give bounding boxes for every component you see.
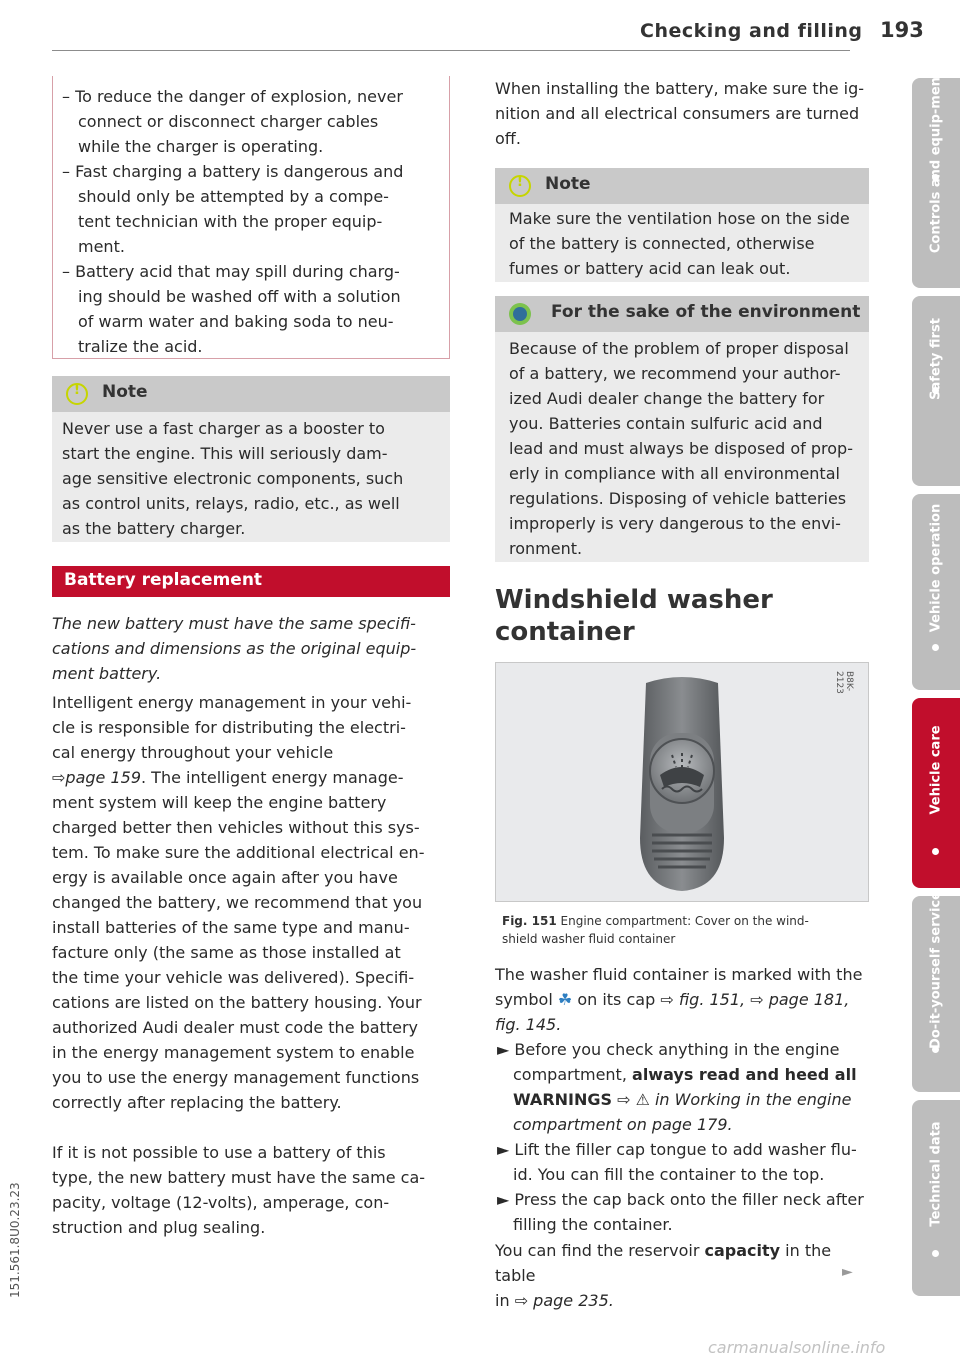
washer-steps: ► Before you check anything in the engine compartment, always read and heed all WARNINGS ⇨ ⚠ in Working in the engine compartment on page 179. ► Lift the filler cap tongue to add washer flu- id. You can fill the container to the top. ► Press the cap back onto the filler neck after filling the container. xyxy=(497,1040,864,1234)
figure-ref-link[interactable]: fig. 145. xyxy=(495,1015,562,1034)
side-document-code: 151.561.8U0.23.23 xyxy=(8,1182,22,1298)
install-paragraph: When installing the battery, make sure the ig- nition and all electrical consumers are turned off. xyxy=(495,79,865,148)
figure-caption: Fig. 151 Engine compartment: Cover on the wind- shield washer fluid container xyxy=(502,914,809,946)
washer-cap-illustration xyxy=(496,663,868,901)
caution-circle-icon: ! xyxy=(509,175,531,197)
note-body xyxy=(495,204,869,282)
warning-line: should only be attempted by a compe- xyxy=(78,187,389,206)
note-text: Never use a fast charger as a booster to start the engine. This will seriously dam- age sensitive electronic components, such as control units, relays, radio, etc., as well as the battery charger. xyxy=(62,419,404,538)
tab-safety-first[interactable]: Safety first xyxy=(912,296,960,486)
battery-paragraph-1: Intelligent energy management in your vehi- cle is responsible for distributing the electri- cal energy throughout your vehicle ⇨page 159. The intelligent energy manage- ment system will keep the engine battery charged better then vehicles without this sys- tem. To make sure the additional electrical en- ergy is available once again after you have changed the battery, we recommend that you install batteries of the same type and manu- facture only (the same as those installed at the time your vehicle was delivered). Specifi- cations are listed on the battery housing. Your authorized Audi dealer must code the battery in the energy management system to enable you to use the energy management functions correctly after replacing the battery. xyxy=(52,693,425,1112)
figure-code: B8K-2123 xyxy=(834,671,854,694)
header-title: Checking and filling xyxy=(640,20,863,42)
warning-line: – Fast charging a battery is dangerous and xyxy=(62,162,404,181)
page-ref-link[interactable]: ⇨ page 181, xyxy=(750,990,850,1009)
caution-circle-icon: ! xyxy=(66,383,88,405)
continue-arrow-icon: ► xyxy=(842,1264,853,1280)
page-number: 193 xyxy=(880,18,924,42)
tab-vehicle-operation[interactable]: Vehicle operation xyxy=(912,494,960,690)
warning-line: ing should be washed off with a solution xyxy=(78,287,401,306)
washer-symbol-icon: ☘ xyxy=(557,990,573,1009)
page-ref-link[interactable]: page 159 xyxy=(65,768,141,787)
warning-line: tralize the acid. xyxy=(78,337,203,356)
globe-icon xyxy=(509,303,531,325)
warning-line: connect or disconnect charger cables xyxy=(78,112,379,131)
section-heading: Battery replacement xyxy=(64,570,263,590)
note-title: For the sake of the environment xyxy=(551,302,861,322)
section-heading-bar xyxy=(52,566,450,597)
note-body xyxy=(52,412,450,542)
battery-paragraph-2: If it is not possible to use a battery of this type, the new battery must have the same ca- pacity, voltage (12-volts), amperage, con- struction and plug sealing. xyxy=(52,1143,426,1237)
note-header xyxy=(495,168,869,204)
warning-ref-link[interactable]: ⇨ ⚠ in Working in the engine xyxy=(617,1090,852,1109)
note-text: Because of the problem of proper disposal of a battery, we recommend your author- ized Audi dealer change the battery for you. Batteries contain sulfuric acid and lead and must always be disposed of prop- erly in compliance with all environmental regulations. Disposing of vehicle batteries improperly is very dangerous to the envi- ronment. xyxy=(509,339,853,558)
note-header xyxy=(52,376,450,412)
warning-line: – To reduce the danger of explosion, never xyxy=(62,87,403,106)
note-text: Make sure the ventilation hose on the side of the battery is connected, otherwise fumes or battery acid can leak out. xyxy=(509,209,850,278)
warning-item-3 xyxy=(62,259,401,359)
figure-ref-link[interactable]: ⇨ fig. 151, xyxy=(660,990,746,1009)
page-ref-link[interactable]: ⇨ page 235. xyxy=(514,1291,614,1310)
tab-technical-data[interactable]: Technical data xyxy=(912,1100,960,1296)
warning-item-1 xyxy=(62,84,403,159)
tab-vehicle-care[interactable]: Vehicle care xyxy=(912,698,960,888)
tab-do-it-yourself-service[interactable]: Do-it-yourself service xyxy=(912,896,960,1092)
environment-note-body xyxy=(495,332,869,562)
watermark: carmanualsonline.info xyxy=(708,1338,886,1357)
washer-paragraph-1: The washer fluid container is marked with the symbol ☘ on its cap ⇨ fig. 151, ⇨ page 181, fig. 145. xyxy=(495,965,863,1034)
section-intro: The new battery must have the same specifi- cations and dimensions as the original equip- ment battery. xyxy=(52,614,417,683)
section-title: Windshield washer container xyxy=(495,585,773,647)
warning-line: tent technician with the proper equip- xyxy=(78,212,383,231)
environment-note-header xyxy=(495,296,869,332)
warning-line: – Battery acid that may spill during charg- xyxy=(62,262,400,281)
note-title: Note xyxy=(545,174,591,194)
washer-paragraph-2: You can find the reservoir capacity in the table in ⇨ page 235. xyxy=(495,1241,832,1310)
header-rule xyxy=(52,50,850,51)
figure-washer-cap xyxy=(495,662,869,902)
warning-line: of warm water and baking soda to neu- xyxy=(78,312,394,331)
warning-item-2 xyxy=(62,159,403,259)
note-title: Note xyxy=(102,382,148,402)
warning-line: ment. xyxy=(78,237,125,256)
tab-controls-and-equipment[interactable]: Controls and equip-ment xyxy=(912,78,960,288)
warning-line: while the charger is operating. xyxy=(78,137,324,156)
